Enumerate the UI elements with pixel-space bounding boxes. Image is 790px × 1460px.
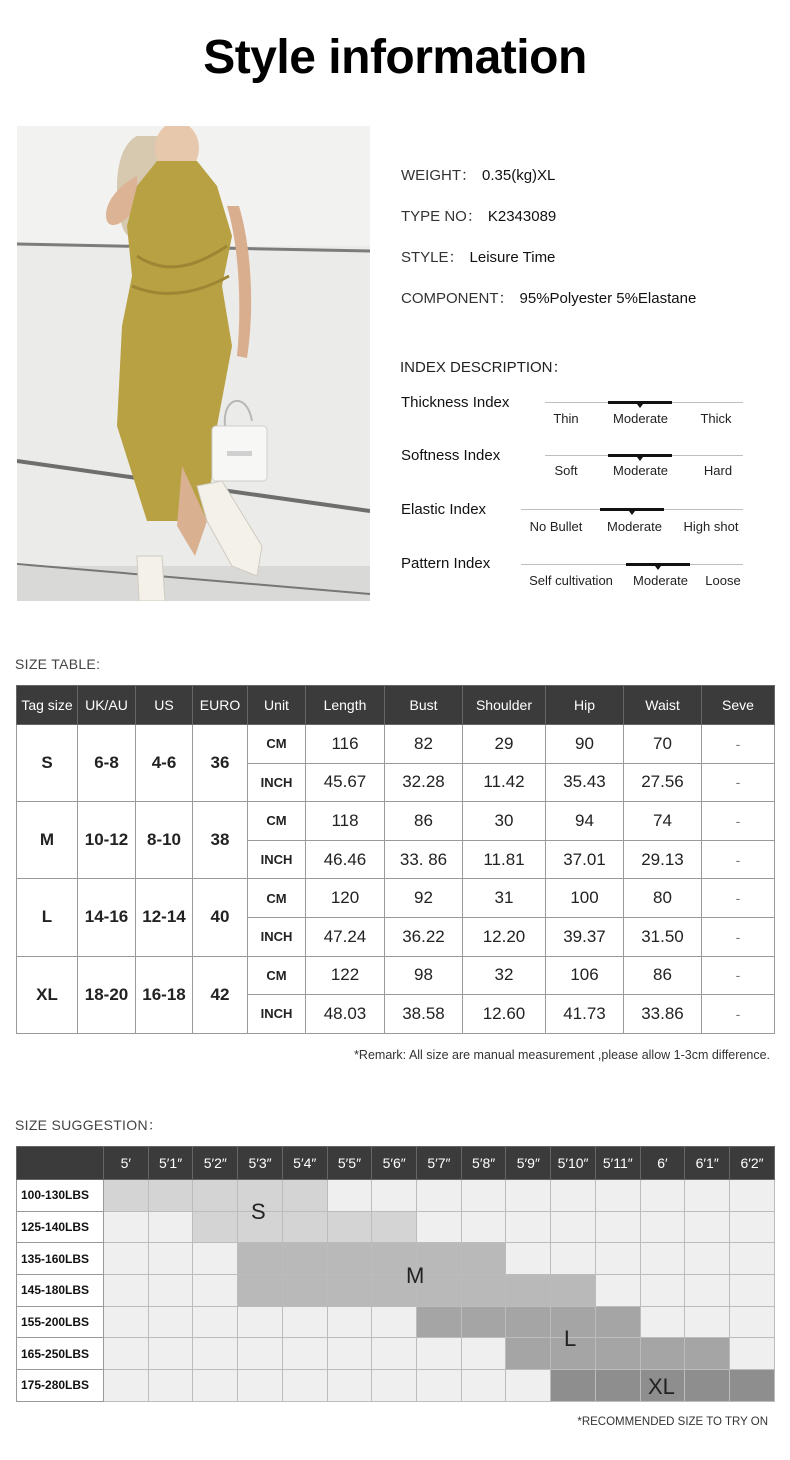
suggestion-cell: [595, 1338, 640, 1370]
uk-au-cell: 6-8: [78, 725, 136, 802]
seve-cell: -: [702, 917, 775, 956]
height-header: 5′2″: [193, 1147, 238, 1180]
height-header: 5′10″: [551, 1147, 596, 1180]
bust-cell: 98: [385, 956, 463, 995]
waist-cell: 31.50: [624, 917, 702, 956]
length-cell: 116: [306, 725, 385, 764]
shoulder-cell: 12.20: [463, 917, 546, 956]
suggestion-cell: [730, 1338, 775, 1370]
suggestion-cell: [417, 1338, 462, 1370]
suggestion-cell: [372, 1338, 417, 1370]
table-row: [17, 956, 775, 995]
suggestion-header-row: [17, 1147, 775, 1180]
suggestion-cell: [551, 1275, 596, 1307]
component-info: [401, 287, 696, 308]
type-value: K2343089: [487, 208, 557, 225]
pattern-index-label: Pattern Index: [401, 555, 491, 572]
suggestion-cell: [595, 1180, 640, 1212]
height-header: 6′2″: [730, 1147, 775, 1180]
unit-cell: CM: [248, 956, 306, 995]
suggestion-row: [17, 1338, 775, 1370]
suggestion-cell: [640, 1243, 685, 1275]
suggestion-cell: [595, 1243, 640, 1275]
suggestion-cell: [327, 1180, 372, 1212]
suggestion-cell: [595, 1211, 640, 1243]
us-cell: 8-10: [136, 802, 193, 879]
suggestion-cell: [640, 1306, 685, 1338]
suggestion-cell: [461, 1338, 506, 1370]
thickness-option-thick: Thick: [700, 411, 732, 426]
type-info: [401, 205, 556, 226]
suggestion-cell: [685, 1275, 730, 1307]
suggestion-cell: [640, 1180, 685, 1212]
waist-cell: 29.13: [624, 840, 702, 879]
suggestion-cell: [461, 1306, 506, 1338]
suggestion-cell: [730, 1243, 775, 1275]
weight-label: 155-200LBS: [17, 1306, 104, 1338]
hip-cell: 106: [546, 956, 624, 995]
suggestion-cell: [238, 1306, 283, 1338]
suggestion-cell: [282, 1180, 327, 1212]
type-label: TYPE NO：: [401, 208, 482, 225]
shoulder-cell: 11.42: [463, 763, 546, 802]
height-header: 5′1″: [148, 1147, 193, 1180]
suggestion-cell: [372, 1306, 417, 1338]
uk-au-cell: 14-16: [78, 879, 136, 956]
suggestion-cell: [193, 1338, 238, 1370]
header-bust: Bust: [385, 686, 463, 725]
suggestion-cell: [461, 1180, 506, 1212]
suggestion-cell: [282, 1211, 327, 1243]
pattern-option-moderate: Moderate: [633, 573, 688, 588]
hip-cell: 41.73: [546, 995, 624, 1034]
suggestion-row: [17, 1243, 775, 1275]
length-cell: 118: [306, 802, 385, 841]
us-cell: 4-6: [136, 725, 193, 802]
suggestion-cell: [730, 1180, 775, 1212]
table-row: [17, 802, 775, 841]
waist-cell: 27.56: [624, 763, 702, 802]
tag-size-cell: L: [17, 879, 78, 956]
shoulder-cell: 30: [463, 802, 546, 841]
seve-cell: -: [702, 840, 775, 879]
suggestion-corner: [17, 1147, 104, 1180]
suggestion-cell: [730, 1306, 775, 1338]
thickness-index-pointer: [637, 404, 643, 408]
size-table: [16, 685, 775, 1034]
height-header: 5′11″: [595, 1147, 640, 1180]
suggestion-cell: [461, 1243, 506, 1275]
weight-label: 135-160LBS: [17, 1243, 104, 1275]
component-label: COMPONENT：: [401, 290, 514, 307]
suggestion-cell: [685, 1180, 730, 1212]
header-uk-au: UK/AU: [78, 686, 136, 725]
suggestion-cell: [506, 1338, 551, 1370]
suggestion-cell: [461, 1275, 506, 1307]
suggestion-row: [17, 1180, 775, 1212]
suggestion-cell: [506, 1180, 551, 1212]
suggestion-cell: [685, 1243, 730, 1275]
suggestion-cell: [595, 1306, 640, 1338]
suggestion-cell: [551, 1243, 596, 1275]
euro-cell: 36: [193, 725, 248, 802]
elastic-option-no-bullet: No Bullet: [529, 519, 583, 534]
header-euro: EURO: [193, 686, 248, 725]
waist-cell: 86: [624, 956, 702, 995]
product-photo: [17, 126, 370, 601]
suggestion-cell: [327, 1243, 372, 1275]
suggestion-cell: [461, 1211, 506, 1243]
unit-cell: INCH: [248, 763, 306, 802]
suggestion-cell: [193, 1211, 238, 1243]
waist-cell: 33.86: [624, 995, 702, 1034]
height-header: 5′5″: [327, 1147, 372, 1180]
suggestion-cell: [148, 1243, 193, 1275]
weight-label: 165-250LBS: [17, 1338, 104, 1370]
pattern-index-pointer: [655, 566, 661, 570]
length-cell: 45.67: [306, 763, 385, 802]
pattern-option-self-cultivation: Self cultivation: [529, 573, 613, 588]
suggestion-cell: [685, 1306, 730, 1338]
suggestion-cell: [104, 1211, 149, 1243]
hip-cell: 39.37: [546, 917, 624, 956]
weight-label: 125-140LBS: [17, 1211, 104, 1243]
waist-cell: 70: [624, 725, 702, 764]
header-seve: Seve: [702, 686, 775, 725]
suggestion-cell: [193, 1275, 238, 1307]
elastic-option-high-shot: High shot: [683, 519, 739, 534]
hip-cell: 94: [546, 802, 624, 841]
suggestion-cell: [685, 1338, 730, 1370]
suggestion-cell: [506, 1306, 551, 1338]
unit-cell: INCH: [248, 917, 306, 956]
length-cell: 120: [306, 879, 385, 918]
elastic-index-pointer: [629, 511, 635, 515]
suggestion-cell: [282, 1306, 327, 1338]
tag-size-cell: XL: [17, 956, 78, 1033]
header-length: Length: [306, 686, 385, 725]
suggestion-cell: [282, 1338, 327, 1370]
seve-cell: -: [702, 879, 775, 918]
suggestion-cell: [640, 1275, 685, 1307]
softness-option-hard: Hard: [703, 463, 733, 478]
hip-cell: 90: [546, 725, 624, 764]
euro-cell: 40: [193, 879, 248, 956]
seve-cell: -: [702, 725, 775, 764]
suggestion-cell: [327, 1211, 372, 1243]
suggestion-cell: [104, 1243, 149, 1275]
suggestion-cell: [238, 1338, 283, 1370]
size-suggestion-heading: SIZE SUGGESTION：: [15, 1117, 163, 1133]
size-table-header: [17, 686, 775, 725]
suggestion-row: [17, 1306, 775, 1338]
unit-cell: CM: [248, 802, 306, 841]
shoulder-cell: 11.81: [463, 840, 546, 879]
suggestion-cell: [282, 1275, 327, 1307]
model-image: [17, 126, 370, 601]
style-info: [401, 246, 555, 267]
suggestion-cell: [417, 1211, 462, 1243]
page-title: Style information: [203, 31, 587, 84]
table-row: [17, 879, 775, 918]
shoulder-cell: 31: [463, 879, 546, 918]
header-waist: Waist: [624, 686, 702, 725]
weight-label: 100-130LBS: [17, 1180, 104, 1212]
suggestion-cell: [417, 1370, 462, 1402]
suggestion-cell: [148, 1306, 193, 1338]
suggestion-cell: [148, 1370, 193, 1402]
unit-cell: CM: [248, 725, 306, 764]
suggestion-cell: [327, 1275, 372, 1307]
bust-cell: 38.58: [385, 995, 463, 1034]
suggestion-cell: [148, 1338, 193, 1370]
height-header: 5′6″: [372, 1147, 417, 1180]
measurement-remark: *Remark: All size are manual measurement ,please allow 1-3cm difference.: [354, 1048, 770, 1062]
header-shoulder: Shoulder: [463, 686, 546, 725]
height-header: 5′4″: [282, 1147, 327, 1180]
bust-cell: 36.22: [385, 917, 463, 956]
suggestion-cell: [595, 1275, 640, 1307]
bust-cell: 82: [385, 725, 463, 764]
weight-info: [401, 164, 555, 185]
length-cell: 46.46: [306, 840, 385, 879]
suggestion-cell: [372, 1211, 417, 1243]
suggestion-cell: [327, 1306, 372, 1338]
header-us: US: [136, 686, 193, 725]
height-header: 6′1″: [685, 1147, 730, 1180]
weight-value: 0.35(kg)XL: [482, 167, 556, 184]
suggestion-cell: [685, 1211, 730, 1243]
suggestion-cell: [595, 1370, 640, 1402]
tag-size-cell: S: [17, 725, 78, 802]
euro-cell: 42: [193, 956, 248, 1033]
softness-index-label: Softness Index: [401, 447, 501, 464]
header-hip: Hip: [546, 686, 624, 725]
suggestion-cell: [461, 1370, 506, 1402]
hip-cell: 37.01: [546, 840, 624, 879]
uk-au-cell: 18-20: [78, 956, 136, 1033]
height-header: 5′3″: [238, 1147, 283, 1180]
suggestion-cell: [104, 1338, 149, 1370]
bust-cell: 92: [385, 879, 463, 918]
suggestion-cell: [506, 1243, 551, 1275]
suggestion-row: [17, 1211, 775, 1243]
suggestion-row: [17, 1275, 775, 1307]
weight-label: 145-180LBS: [17, 1275, 104, 1307]
suggestion-cell: [282, 1370, 327, 1402]
thickness-index-label: Thickness Index: [401, 394, 510, 411]
shoulder-cell: 29: [463, 725, 546, 764]
suggestion-cell: [417, 1306, 462, 1338]
index-description-heading: INDEX DESCRIPTION：: [400, 359, 568, 376]
suggestion-cell: [104, 1370, 149, 1402]
suggestion-cell: [506, 1275, 551, 1307]
suggestion-cell: [417, 1180, 462, 1212]
suggestion-cell: [282, 1243, 327, 1275]
suggestion-cell: [238, 1243, 283, 1275]
recommended-size-footnote: *RECOMMENDED SIZE TO TRY ON: [577, 1416, 768, 1428]
suggestion-cell: [148, 1275, 193, 1307]
tag-size-cell: M: [17, 802, 78, 879]
softness-option-soft: Soft: [554, 463, 578, 478]
suggestion-cell: [730, 1370, 775, 1402]
suggestion-cell: [640, 1338, 685, 1370]
height-header: 5′9″: [506, 1147, 551, 1180]
zone-label-xl: XL: [648, 1374, 675, 1399]
suggestion-cell: [104, 1180, 149, 1212]
suggestion-cell: [551, 1370, 596, 1402]
suggestion-cell: [193, 1243, 238, 1275]
seve-cell: -: [702, 995, 775, 1034]
thickness-option-thin: Thin: [553, 411, 579, 426]
size-table-heading: SIZE TABLE:: [15, 656, 101, 672]
bust-cell: 33. 86: [385, 840, 463, 879]
zone-label-l: L: [564, 1326, 577, 1351]
suggestion-cell: [327, 1338, 372, 1370]
seve-cell: -: [702, 956, 775, 995]
suggestion-cell: [551, 1180, 596, 1212]
suggestion-cell: [193, 1370, 238, 1402]
weight-label: WEIGHT：: [401, 167, 476, 184]
elastic-option-moderate: Moderate: [607, 519, 662, 534]
pattern-option-loose: Loose: [705, 573, 741, 588]
component-value: 95%Polyester 5%Elastane: [519, 290, 697, 307]
hip-cell: 35.43: [546, 763, 624, 802]
unit-cell: INCH: [248, 840, 306, 879]
uk-au-cell: 10-12: [78, 802, 136, 879]
header-unit: Unit: [248, 686, 306, 725]
height-header: 5′8″: [461, 1147, 506, 1180]
waist-cell: 80: [624, 879, 702, 918]
suggestion-cell: [372, 1370, 417, 1402]
suggestion-cell: [730, 1275, 775, 1307]
unit-cell: CM: [248, 879, 306, 918]
style-label: STYLE：: [401, 249, 464, 266]
suggestion-cell: [372, 1180, 417, 1212]
suggestion-cell: [685, 1370, 730, 1402]
suggestion-cell: [193, 1306, 238, 1338]
suggestion-cell: [506, 1370, 551, 1402]
size-suggestion-grid: [16, 1146, 775, 1402]
suggestion-cell: [104, 1275, 149, 1307]
softness-index-pointer: [637, 457, 643, 461]
suggestion-cell: [148, 1211, 193, 1243]
style-value: Leisure Time: [469, 249, 556, 266]
suggestion-cell: [551, 1211, 596, 1243]
hip-cell: 100: [546, 879, 624, 918]
suggestion-cell: [148, 1180, 193, 1212]
length-cell: 48.03: [306, 995, 385, 1034]
suggestion-cell: [327, 1370, 372, 1402]
us-cell: 16-18: [136, 956, 193, 1033]
bust-cell: 86: [385, 802, 463, 841]
seve-cell: -: [702, 763, 775, 802]
length-cell: 47.24: [306, 917, 385, 956]
waist-cell: 74: [624, 802, 702, 841]
suggestion-cell: [238, 1370, 283, 1402]
shoulder-cell: 12.60: [463, 995, 546, 1034]
elastic-index-label: Elastic Index: [401, 501, 487, 518]
bust-cell: 32.28: [385, 763, 463, 802]
header-tag-size: Tag size: [17, 686, 78, 725]
softness-option-moderate: Moderate: [613, 463, 668, 478]
suggestion-cell: [730, 1211, 775, 1243]
suggestion-cell: [640, 1211, 685, 1243]
us-cell: 12-14: [136, 879, 193, 956]
euro-cell: 38: [193, 802, 248, 879]
suggestion-cell: [506, 1211, 551, 1243]
zone-label-s: S: [251, 1199, 266, 1224]
unit-cell: INCH: [248, 995, 306, 1034]
suggestion-cell: [238, 1275, 283, 1307]
length-cell: 122: [306, 956, 385, 995]
height-header: 6′: [640, 1147, 685, 1180]
height-header: 5′7″: [417, 1147, 462, 1180]
thickness-option-moderate: Moderate: [613, 411, 668, 426]
shoulder-cell: 32: [463, 956, 546, 995]
table-row: [17, 725, 775, 764]
suggestion-cell: [193, 1180, 238, 1212]
height-header: 5′: [104, 1147, 149, 1180]
seve-cell: -: [702, 802, 775, 841]
zone-label-m: M: [406, 1263, 425, 1288]
weight-label: 175-280LBS: [17, 1370, 104, 1402]
suggestion-cell: [104, 1306, 149, 1338]
